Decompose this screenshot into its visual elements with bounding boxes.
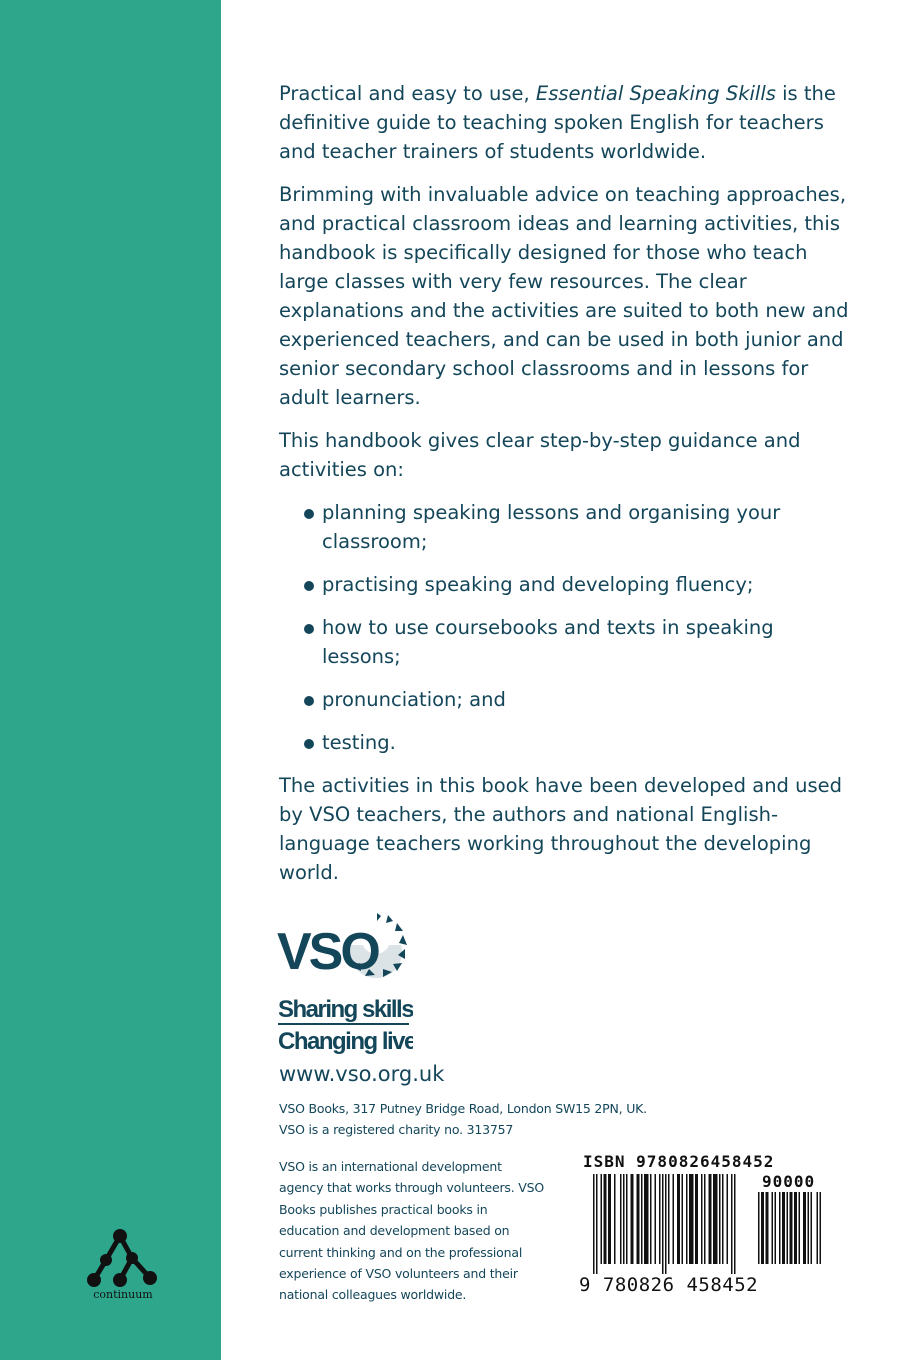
barcode-bar: [722, 1174, 724, 1264]
list-item-text: planning speaking lessons and organising your classroom;: [322, 501, 781, 553]
list-item-text: testing.: [322, 731, 396, 754]
barcode-bar: [593, 1174, 595, 1274]
list-item: [279, 613, 854, 671]
barcode-bar: [794, 1192, 797, 1264]
barcode-bar: [644, 1174, 649, 1264]
barcode-bar: [787, 1192, 789, 1264]
barcode-bar: [608, 1174, 611, 1264]
vso-wordmark: VSO: [277, 923, 378, 981]
bullet-icon: [304, 581, 314, 591]
barcode-bar: [799, 1192, 801, 1264]
vso-logo: [277, 907, 413, 1061]
isbn-barcode: [593, 1174, 743, 1278]
barcode-bar: [820, 1192, 822, 1264]
barcode-bar: [668, 1174, 670, 1264]
guidance-intro: This handbook gives clear step-by-step guidance and activities on:: [279, 429, 801, 481]
barcode-bar: [713, 1174, 718, 1264]
list-item-text: pronunciation; and: [322, 688, 506, 711]
barcode-bar: [734, 1174, 736, 1274]
barcode-bar: [662, 1174, 664, 1274]
barcode-bar: [775, 1192, 777, 1264]
barcode-bar: [772, 1192, 774, 1264]
list-item: [279, 728, 854, 757]
barcode-bar: [626, 1174, 628, 1264]
barcode-bar: [731, 1174, 733, 1274]
barcode-bar: [701, 1174, 703, 1264]
list-item: [279, 685, 854, 714]
barcode-bar: [641, 1174, 643, 1264]
barcode-bar: [686, 1174, 688, 1264]
barcode-bar: [673, 1174, 675, 1264]
barcode-bar: [779, 1192, 781, 1264]
barcode-bar: [695, 1174, 698, 1264]
list-item-text: how to use coursebooks and texts in speaking lessons;: [322, 616, 774, 668]
barcode-bar: [637, 1174, 640, 1264]
vso-address: VSO Books, 317 Putney Bridge Road, London SW15 2PN, UK.: [279, 1101, 647, 1116]
barcode-bar: [614, 1174, 616, 1264]
bullet-icon: [304, 509, 314, 519]
barcode-bar: [761, 1192, 764, 1264]
barcode-bar: [650, 1174, 652, 1264]
vso-address-block: [279, 1098, 647, 1140]
book-title: Essential Speaking Skills: [535, 82, 776, 105]
barcode-bar: [665, 1174, 667, 1274]
barcode-digits: 9 780826 458452: [579, 1274, 759, 1296]
barcode-bar: [803, 1192, 806, 1264]
vso-about-text: VSO is an international development agency that works through volunteers. VSO Books publishes practical books in education and development based on current thinking and on the professional experience of VSO volunteers and their national colleagues worldwide.: [279, 1159, 544, 1303]
barcode-bar: [677, 1174, 680, 1264]
vso-tagline-2: Changing lives: [278, 1028, 413, 1055]
barcode-bar: [596, 1174, 598, 1274]
barcode-bar: [601, 1174, 603, 1264]
intro-paragraph: [279, 79, 854, 166]
barcode-bar: [808, 1192, 810, 1264]
vso-charity-number: VSO is a registered charity no. 313757: [279, 1122, 514, 1137]
barcode-bar: [758, 1192, 760, 1264]
vso-website-link[interactable]: www.vso.org.uk: [279, 1062, 445, 1086]
barcode-bar: [604, 1174, 607, 1264]
barcode-bar: [689, 1174, 694, 1264]
isbn-label: ISBN 9780826458452: [583, 1152, 775, 1171]
barcode-bar: [790, 1192, 793, 1264]
intro-text-end: is the definitive guide to teaching spoken English for teachers and teacher trainers of students worldwide.: [279, 82, 836, 163]
barcode-bar: [782, 1192, 785, 1264]
topics-list: [279, 498, 854, 757]
bullet-icon: [304, 624, 314, 634]
barcode-bar: [623, 1174, 625, 1264]
vso-tagline-1: Sharing skills: [278, 996, 413, 1023]
side-color-band: [0, 0, 221, 1360]
barcode-bar: [631, 1174, 634, 1264]
bullet-icon: [304, 696, 314, 706]
intro-text-start: Practical and easy to use,: [279, 82, 536, 105]
barcode-bar: [709, 1174, 712, 1264]
list-item: [279, 570, 854, 599]
barcode-bar: [704, 1174, 706, 1264]
description-paragraph: Brimming with invaluable advice on teaching approaches, and practical classroom ideas and learning activities, this handbook is specifically designed for those who teach large classes with very few resources. The clear explanations and the activities are suited to both new and experienced teachers, and can be used in both junior and senior secondary school classrooms and in lessons for adult learners.: [279, 183, 849, 409]
barcode-bar: [719, 1174, 721, 1264]
barcode-bar: [655, 1174, 657, 1264]
price-code: 90000: [762, 1172, 816, 1191]
addon-barcode: [758, 1192, 832, 1278]
barcode-bar: [727, 1174, 729, 1264]
continuum-logo-icon: [86, 1228, 160, 1292]
barcode-bar: [817, 1192, 819, 1264]
publisher-name: continuum: [93, 1288, 153, 1301]
list-item-text: practising speaking and developing fluency;: [322, 573, 754, 596]
closing-paragraph: The activities in this book have been developed and used by VSO teachers, the authors and national English-language teachers working throughout the developing world.: [279, 774, 843, 884]
back-cover-blurb: [279, 79, 854, 901]
list-item: [279, 498, 854, 556]
barcode-bar: [620, 1174, 622, 1264]
barcode-bar: [682, 1174, 684, 1264]
barcode-bar: [659, 1174, 661, 1264]
barcode-bar: [811, 1192, 813, 1264]
bullet-icon: [304, 739, 314, 749]
barcode-bar: [766, 1192, 769, 1264]
